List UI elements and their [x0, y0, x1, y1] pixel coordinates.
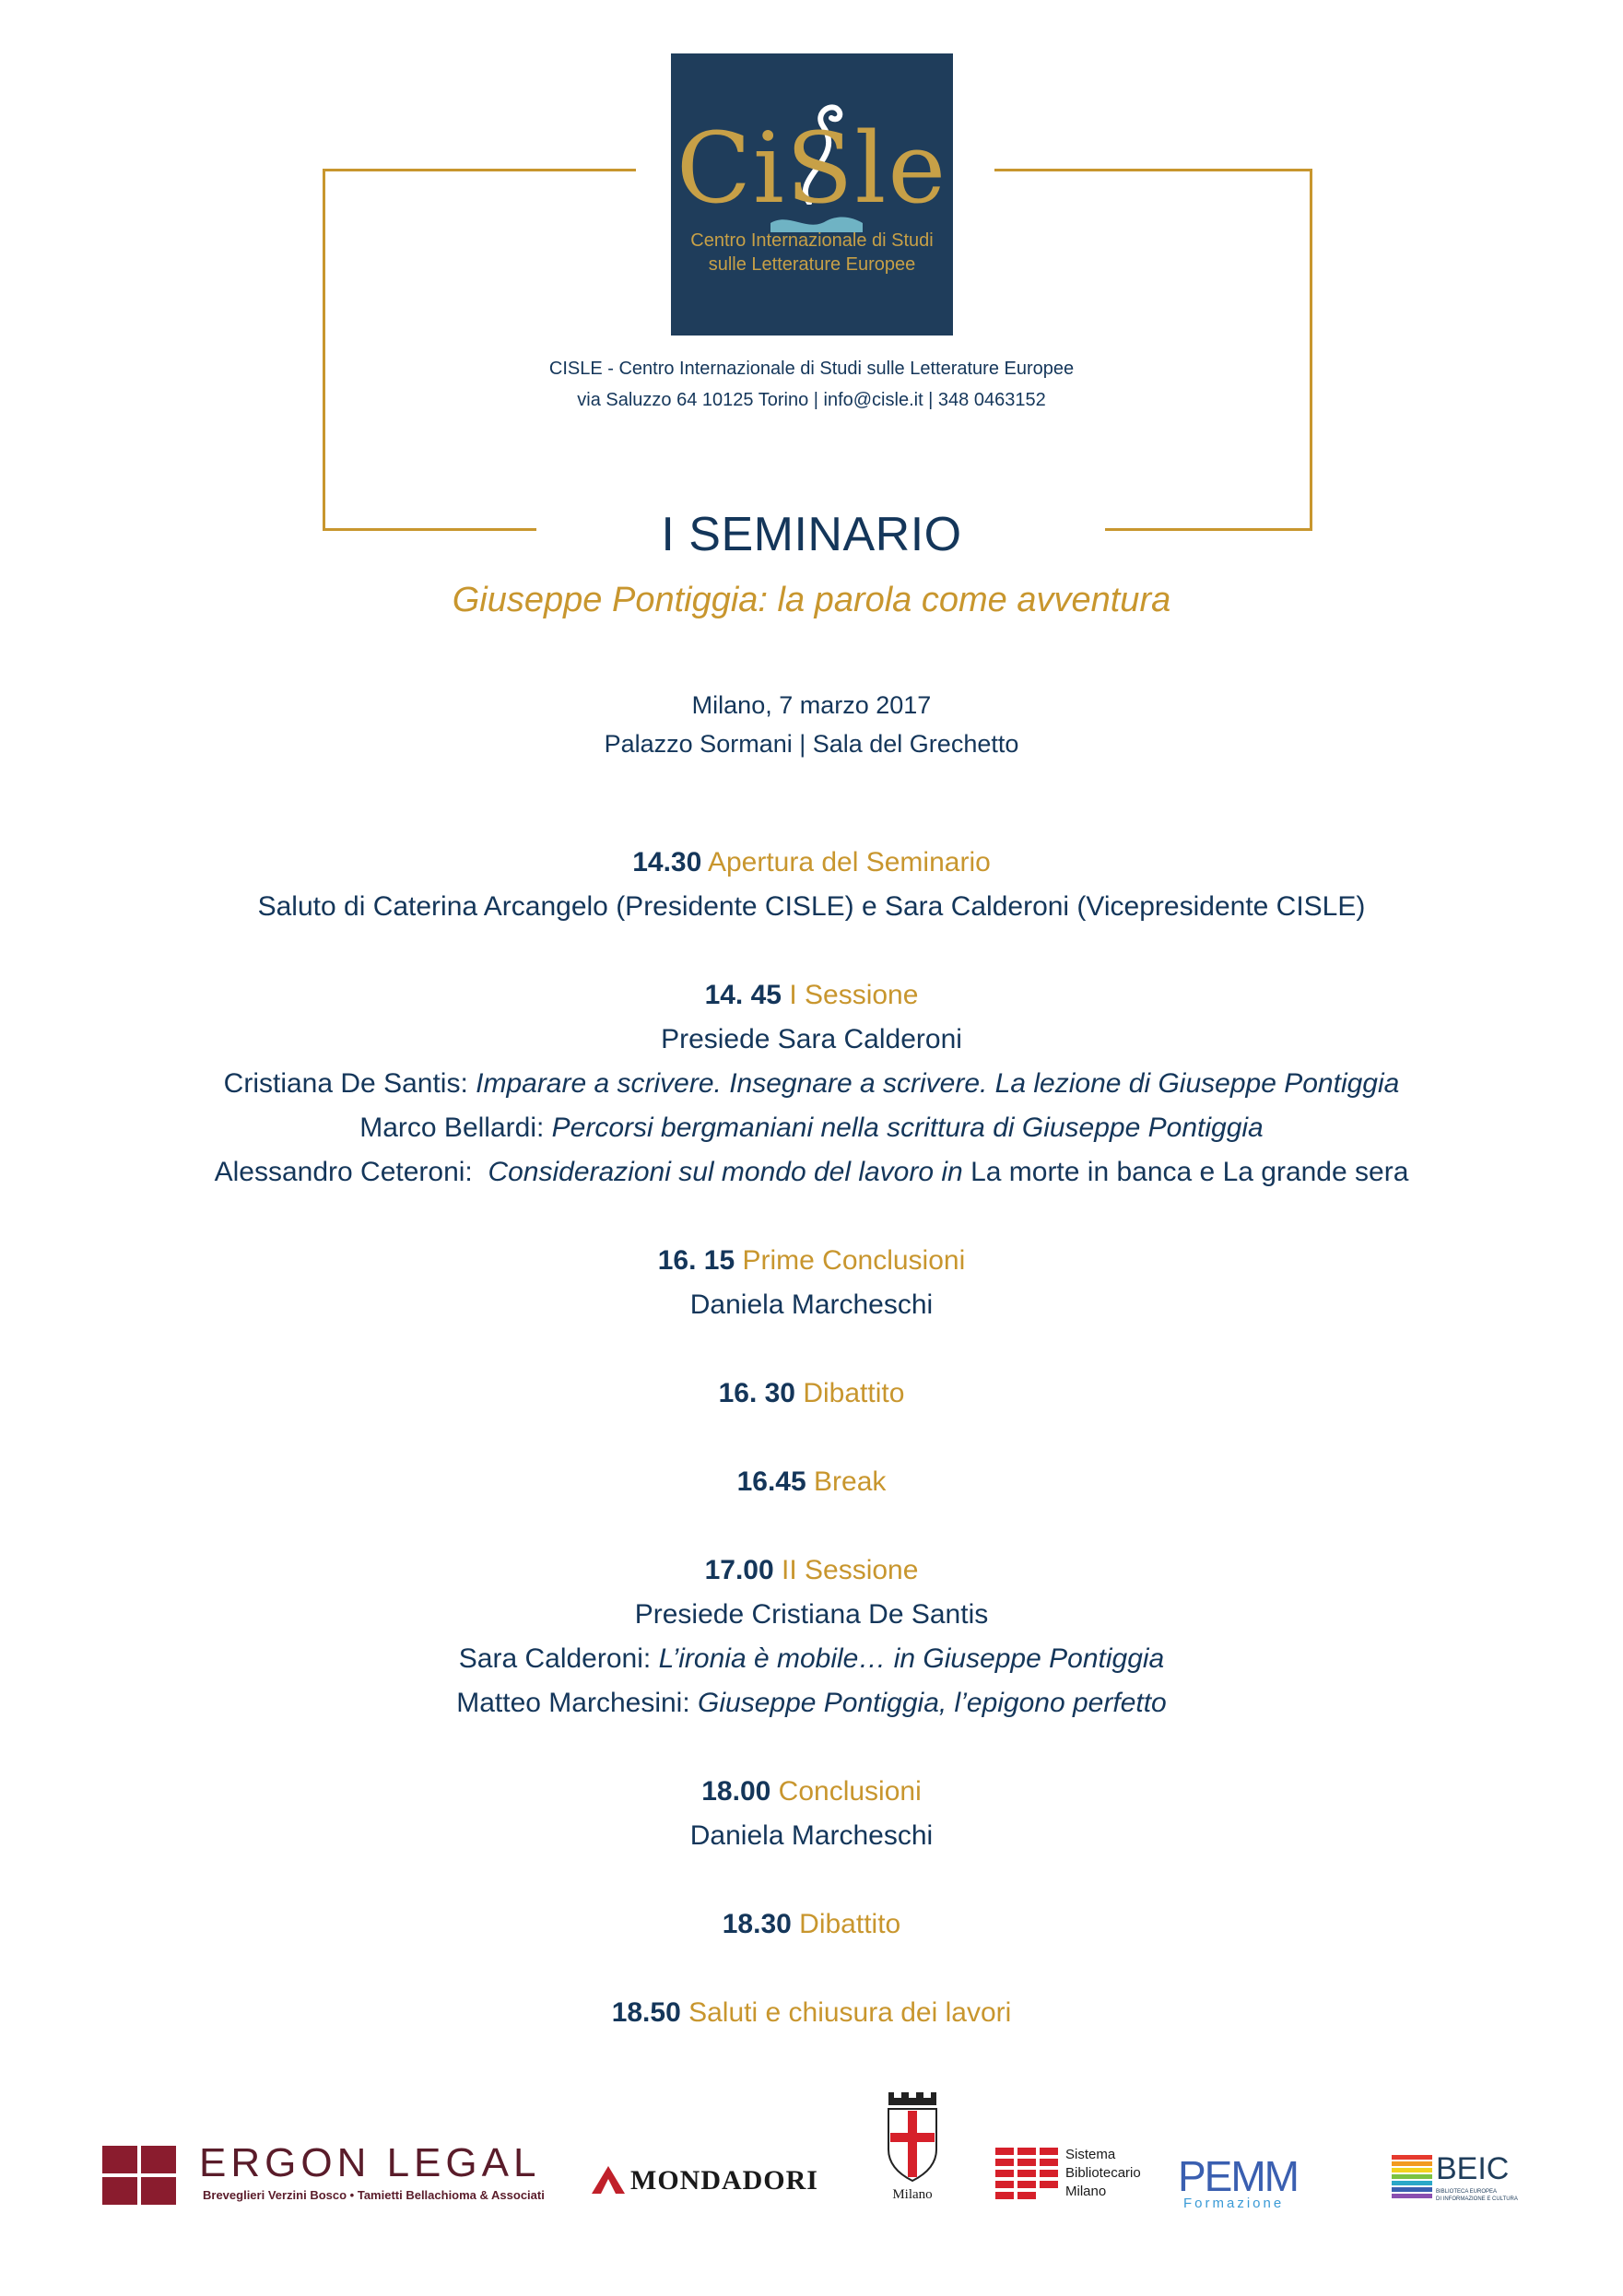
program-time: 17.00 [704, 1555, 774, 1585]
program-block [0, 1460, 1623, 1504]
event-venue: Palazzo Sormani | Sala del Grechetto [604, 730, 1019, 758]
program-time-row [0, 1991, 1623, 2035]
program-label: Dibattito [803, 1378, 905, 1408]
program-time-row [0, 973, 1623, 1018]
sbm-name [1065, 2146, 1141, 2201]
program-label: I Sessione [789, 980, 919, 1010]
program-schedule [0, 841, 1623, 2079]
milano-crest [883, 2090, 942, 2203]
program-detail-row [0, 1681, 1623, 1725]
program-detail-text: Daniela Marcheschi [689, 1820, 934, 1851]
org-name: CISLE - Centro Internazionale di Studi sulle Letterature Europee [548, 359, 1075, 379]
sbm-line-3: Milano [1065, 2184, 1107, 2199]
page-subtitle: Giuseppe Pontiggia: la parola come avventura [452, 581, 1171, 619]
mondadori-logo [590, 2164, 627, 2200]
ergon-legal-sub: Breveglieri Verzini Bosco • Tamietti Bellachioma & Associati [203, 2188, 545, 2202]
program-block [0, 1372, 1623, 1416]
program-detail-row [0, 1062, 1623, 1106]
program-time-row [0, 1548, 1623, 1593]
org-contact: via Saluzzo 64 10125 Torino | info@cisle.it | 348 0463152 [577, 390, 1046, 410]
pemm-name: PEMM [1178, 2152, 1298, 2200]
program-block [0, 1239, 1623, 1327]
program-time-row [0, 1372, 1623, 1416]
speaker-name: Alessandro Ceteroni: [214, 1157, 488, 1187]
program-label: Break [814, 1466, 887, 1497]
talk-title: Imparare a scrivere. Insegnare a scrivere. La lezione di Giuseppe Pontiggia [476, 1068, 1400, 1099]
program-label: Conclusioni [778, 1776, 922, 1807]
program-time: 14.30 [632, 847, 702, 877]
program-detail-row [0, 1593, 1623, 1637]
program-time-row [0, 841, 1623, 885]
program-time-row [0, 1770, 1623, 1814]
beic-logo [1392, 2155, 1432, 2204]
logo-wordmark: CiSle [676, 112, 948, 225]
program-detail-row [0, 885, 1623, 929]
program-time: 16. 15 [657, 1245, 735, 1276]
pemm-sub: Formazione [1183, 2196, 1285, 2211]
program-detail-row [0, 1018, 1623, 1062]
frame-top-right [994, 169, 1312, 171]
sbm-line-1: Sistema [1065, 2147, 1116, 2162]
program-time-row [0, 1902, 1623, 1947]
program-time: 18.50 [611, 1997, 681, 2028]
program-label: Saluti e chiusura dei lavori [688, 1997, 1012, 2028]
mondadori-rose-icon [590, 2164, 627, 2196]
talk-title: Considerazioni sul mondo del lavoro in [488, 1157, 971, 1187]
beic-stripes-icon [1392, 2155, 1432, 2199]
ergon-squares-icon [102, 2146, 176, 2205]
logo-line-1: Centro Internazionale di Studi [690, 230, 934, 251]
mondadori-name: MONDADORI [630, 2165, 818, 2196]
program-time: 18.30 [722, 1909, 792, 1939]
sbm-grid-icon [995, 2148, 1062, 2203]
beic-sub [1436, 2188, 1518, 2203]
ergon-legal-logo [102, 2146, 176, 2209]
talk-title: L’ironia è mobile… in Giuseppe Pontiggia [658, 1643, 1165, 1674]
program-block [0, 1770, 1623, 1858]
event-date: Milano, 7 marzo 2017 [691, 691, 932, 719]
page-title: I SEMINARIO [661, 508, 962, 561]
program-detail-text: Saluto di Caterina Arcangelo (Presidente CISLE) e Sara Calderoni (Vicepresidente CISLE) [257, 891, 1366, 922]
program-block [0, 1548, 1623, 1725]
speaker-name: Marco Bellardi: [359, 1113, 552, 1143]
program-label: Dibattito [799, 1909, 901, 1939]
cisle-logo [671, 53, 953, 336]
program-detail-row [0, 1814, 1623, 1858]
program-detail-text: Daniela Marcheschi [689, 1289, 934, 1320]
ergon-legal-name: ERGON LEGAL [199, 2140, 541, 2185]
program-block [0, 1902, 1623, 1947]
program-block [0, 973, 1623, 1195]
frame-right [1310, 169, 1312, 531]
program-detail-row [0, 1283, 1623, 1327]
speaker-name: Sara Calderoni: [458, 1643, 659, 1674]
talk-title: Percorsi bergmaniani nella scrittura di Giuseppe Pontiggia [551, 1113, 1264, 1143]
program-block [0, 841, 1623, 929]
program-time: 18.00 [701, 1776, 771, 1807]
program-detail-row [0, 1150, 1623, 1195]
sbm-line-2: Bibliotecario [1065, 2165, 1141, 2181]
program-time-row [0, 1239, 1623, 1283]
speaker-name: Matteo Marchesini: [456, 1688, 699, 1718]
beic-sub-1: BIBLIOTECA EUROPEA [1436, 2189, 1498, 2195]
logo-subtitle [671, 229, 953, 277]
program-time: 14. 45 [704, 980, 782, 1010]
talk-title-tail: La morte in banca e La grande sera [970, 1157, 1409, 1187]
milano-shield-icon [883, 2090, 942, 2183]
speaker-name: Cristiana De Santis: [223, 1068, 476, 1099]
talk-title: Giuseppe Pontiggia, l’epigono perfetto [698, 1688, 1167, 1718]
program-detail-row [0, 1106, 1623, 1150]
program-detail-text: Presiede Cristiana De Santis [634, 1599, 989, 1630]
beic-name: BEIC [1436, 2151, 1510, 2186]
program-time: 16.45 [736, 1466, 806, 1497]
frame-left [323, 169, 325, 531]
program-detail-row [0, 1637, 1623, 1681]
program-time-row [0, 1460, 1623, 1504]
program-label: II Sessione [782, 1555, 919, 1585]
logo-line-2: sulle Letterature Europee [708, 254, 916, 275]
program-block [0, 1991, 1623, 2035]
program-label: Prime Conclusioni [742, 1245, 966, 1276]
beic-sub-2: DI INFORMAZIONE E CULTURA [1436, 2196, 1518, 2202]
program-label: Apertura del Seminario [707, 847, 991, 877]
milano-name: Milano [892, 2187, 933, 2202]
program-detail-text: Presiede Sara Calderoni [661, 1024, 962, 1054]
sbm-logo [995, 2148, 1062, 2208]
frame-top-left [323, 169, 636, 171]
program-time: 16. 30 [718, 1378, 795, 1408]
